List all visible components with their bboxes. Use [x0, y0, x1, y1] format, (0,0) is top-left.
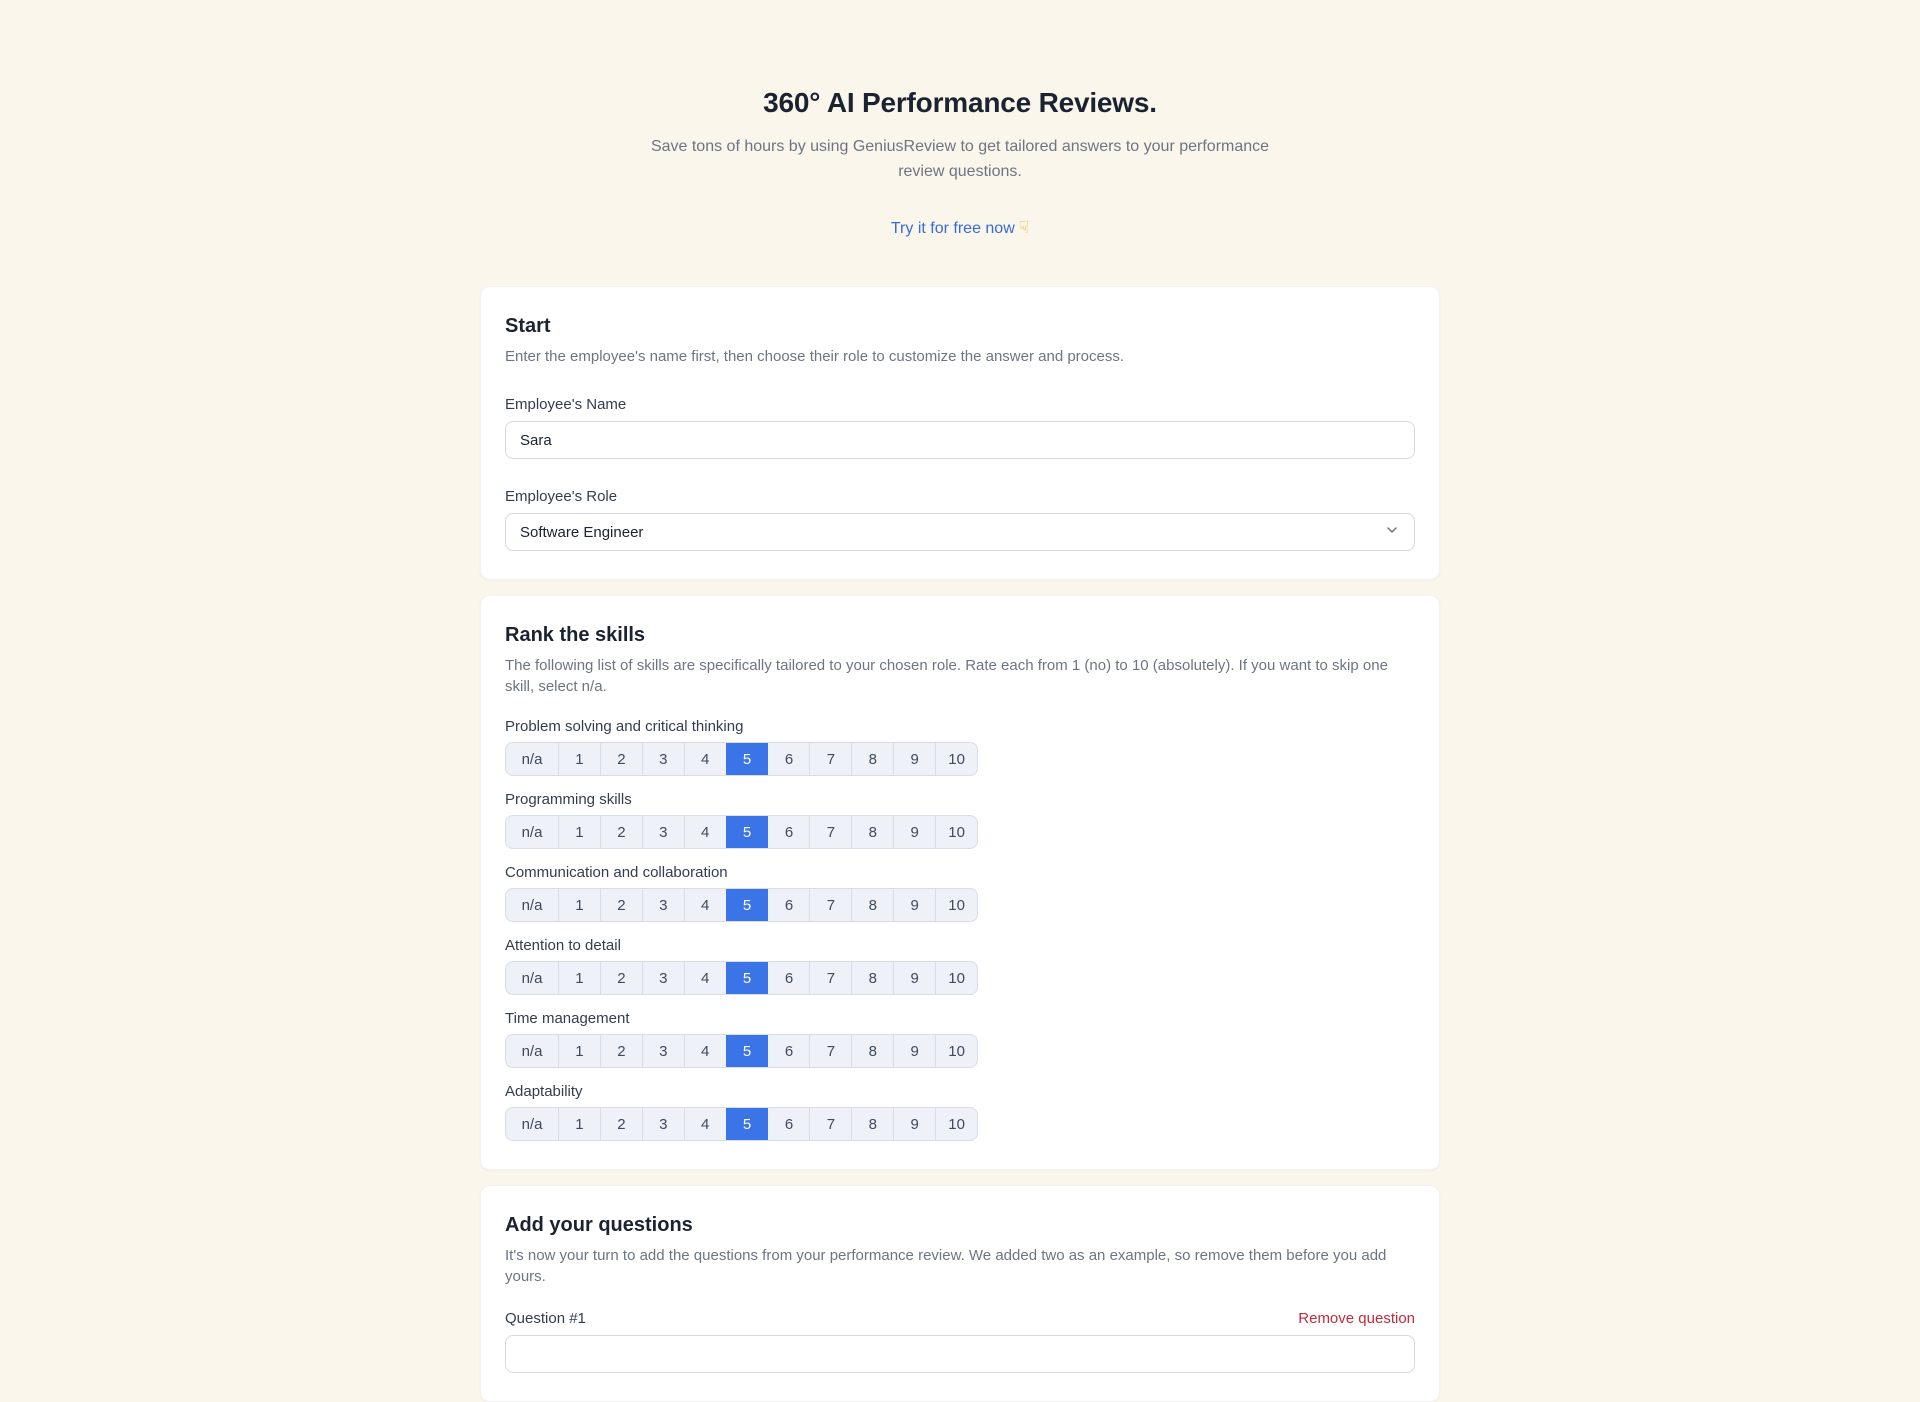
rating-option-7[interactable]: 7 — [809, 889, 851, 921]
page-title: 360° AI Performance Reviews. — [763, 87, 1157, 118]
rating-option-6[interactable]: 6 — [784, 969, 794, 987]
skill-group — [505, 1009, 1415, 1068]
rating-option-5[interactable]: 5 — [726, 743, 768, 775]
rating-option-9[interactable]: 9 — [893, 1108, 935, 1140]
rating-option-9[interactable]: 9 — [893, 743, 935, 775]
rating-option-3[interactable]: 3 — [642, 1035, 684, 1067]
rating-option-4[interactable]: 4 — [684, 1035, 726, 1067]
rating-option-3[interactable]: 3 — [642, 816, 684, 848]
rating-option-1[interactable]: 1 — [558, 743, 600, 775]
rating-option-3[interactable]: 3 — [642, 743, 684, 775]
rating-option-2[interactable]: 2 — [600, 816, 642, 848]
rating-option-8[interactable]: 8 — [851, 1108, 893, 1140]
rating-option-n/a[interactable]: n/a — [521, 750, 543, 768]
rating-option-8[interactable]: 8 — [851, 816, 893, 848]
rating-option-3[interactable]: 3 — [642, 1108, 684, 1140]
skills-list — [505, 717, 1415, 1141]
rating-option-4[interactable]: 4 — [684, 1108, 726, 1140]
rating-option-n/a[interactable]: n/a — [521, 1115, 543, 1133]
rating-option-7[interactable]: 7 — [809, 816, 851, 848]
rating-option-3[interactable]: 3 — [642, 962, 684, 994]
skills-card-description: The following list of skills are specifically tailored to your chosen role. Rate each from 1 (no) to 10 (absolutely). If you want to skip one skill, select n/a. — [505, 657, 1388, 695]
rating-option-10[interactable]: 10 — [935, 889, 977, 921]
rating-option-n/a[interactable]: n/a — [521, 969, 543, 987]
skill-label: Attention to detail — [505, 937, 621, 954]
rating-option-9[interactable]: 9 — [893, 816, 935, 848]
rating-option-5[interactable]: 5 — [726, 889, 768, 921]
questions-card-description: It's now your turn to add the questions from your performance review. We added two as an example, so remove them before you add yours. — [505, 1247, 1387, 1285]
rating-scale — [505, 1107, 978, 1141]
chevron-down-icon — [1384, 522, 1400, 542]
rating-option-8[interactable]: 8 — [851, 889, 893, 921]
employee-role-label: Employee's Role — [505, 488, 618, 505]
rating-option-9[interactable]: 9 — [893, 889, 935, 921]
skills-card-title: Rank the skills — [505, 624, 646, 646]
questions-card-title: Add your questions — [505, 1214, 693, 1236]
employee-name-label: Employee's Name — [505, 396, 627, 413]
rating-option-7[interactable]: 7 — [809, 962, 851, 994]
rating-option-2[interactable]: 2 — [600, 962, 642, 994]
questions-card — [480, 1185, 1440, 1402]
rating-scale — [505, 815, 978, 849]
skill-label: Programming skills — [505, 791, 632, 808]
employee-role-select[interactable] — [505, 513, 1415, 551]
rating-option-n/a[interactable]: n/a — [521, 1042, 543, 1060]
rating-option-3[interactable]: 3 — [642, 889, 684, 921]
rating-option-2[interactable]: 2 — [600, 889, 642, 921]
skills-card — [480, 595, 1440, 1170]
rating-option-10[interactable]: 10 — [935, 962, 977, 994]
rating-option-1[interactable]: 1 — [558, 962, 600, 994]
try-free-link[interactable] — [891, 218, 1029, 238]
skill-group — [505, 863, 1415, 922]
rating-option-4[interactable]: 4 — [684, 962, 726, 994]
rating-option-5[interactable]: 5 — [726, 816, 768, 848]
rating-option-10[interactable]: 10 — [935, 1108, 977, 1140]
rating-option-1[interactable]: 1 — [558, 1035, 600, 1067]
start-card-description: Enter the employee's name first, then choose their role to customize the answer and process. — [505, 348, 1125, 365]
page-subtitle: Save tons of hours by using GeniusReview to get tailored answers to your performance review questions. — [650, 138, 1270, 180]
rating-scale — [505, 1034, 978, 1068]
rating-option-1[interactable]: 1 — [558, 889, 600, 921]
skill-label: Time management — [505, 1010, 630, 1027]
question-number-label: Question #1 — [505, 1310, 586, 1327]
rating-scale — [505, 961, 978, 995]
employee-name-input[interactable] — [505, 421, 1415, 459]
rating-option-2[interactable]: 2 — [600, 1108, 642, 1140]
remove-question-button[interactable]: Remove question — [1298, 1310, 1415, 1327]
rating-option-4[interactable]: 4 — [684, 743, 726, 775]
question-input[interactable] — [505, 1335, 1415, 1373]
rating-option-n/a[interactable]: n/a — [521, 896, 543, 914]
skill-label: Problem solving and critical thinking — [505, 718, 744, 735]
skill-group — [505, 1082, 1415, 1141]
rating-scale — [505, 888, 978, 922]
rating-option-6[interactable]: 6 — [784, 1115, 794, 1133]
rating-option-10[interactable]: 10 — [935, 816, 977, 848]
rating-option-10[interactable]: 10 — [935, 743, 977, 775]
rating-option-4[interactable]: 4 — [684, 889, 726, 921]
rating-option-6[interactable]: 6 — [784, 750, 794, 768]
rating-option-9[interactable]: 9 — [893, 962, 935, 994]
skill-group — [505, 717, 1415, 776]
rating-scale — [505, 742, 978, 776]
question-header-row — [505, 1309, 1415, 1329]
try-free-label: Try it for free now — [890, 220, 1015, 237]
hero-section — [0, 0, 1920, 238]
rating-option-2[interactable]: 2 — [600, 1035, 642, 1067]
rating-option-8[interactable]: 8 — [851, 962, 893, 994]
skill-label: Communication and collaboration — [505, 864, 728, 881]
rating-option-9[interactable]: 9 — [893, 1035, 935, 1067]
rating-option-8[interactable]: 8 — [851, 1035, 893, 1067]
rating-option-10[interactable]: 10 — [935, 1035, 977, 1067]
rating-option-7[interactable]: 7 — [809, 743, 851, 775]
rating-option-4[interactable]: 4 — [684, 816, 726, 848]
rating-option-1[interactable]: 1 — [558, 1108, 600, 1140]
rating-option-1[interactable]: 1 — [558, 816, 600, 848]
rating-option-2[interactable]: 2 — [600, 743, 642, 775]
rating-option-5[interactable]: 5 — [726, 962, 768, 994]
start-card — [480, 286, 1440, 580]
rating-option-6[interactable]: 6 — [784, 896, 794, 914]
rating-option-8[interactable]: 8 — [851, 743, 893, 775]
rating-option-5[interactable]: 5 — [726, 1035, 768, 1067]
rating-option-7[interactable]: 7 — [809, 1035, 851, 1067]
rating-option-n/a[interactable]: n/a — [521, 823, 543, 841]
start-card-title: Start — [505, 315, 551, 337]
rating-option-7[interactable]: 7 — [809, 1108, 851, 1140]
rating-option-5[interactable]: 5 — [726, 1108, 768, 1140]
rating-option-6[interactable]: 6 — [784, 1042, 794, 1060]
skill-group — [505, 936, 1415, 995]
rating-option-6[interactable]: 6 — [784, 823, 794, 841]
skill-label: Adaptability — [505, 1083, 583, 1100]
content-column — [480, 286, 1440, 1402]
employee-role-value: Software Engineer — [520, 523, 644, 541]
pointing-down-icon: ☟ — [1018, 218, 1030, 237]
skill-group — [505, 790, 1415, 849]
